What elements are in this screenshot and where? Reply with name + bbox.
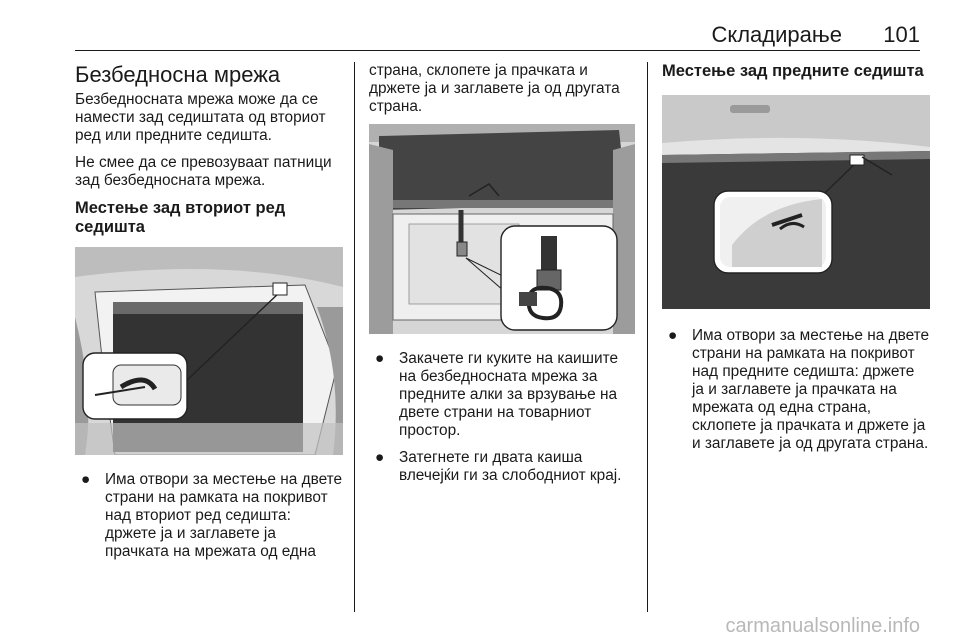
watermark: carmanualsonline.info xyxy=(725,615,920,637)
bullet-icon: ● xyxy=(668,327,678,344)
illustration-cargo-straps xyxy=(369,124,635,334)
continuation-paragraph: страна, склопете ја прачката и држете ја и заглавете ја од другата страна. xyxy=(369,62,620,115)
subheading-second-row: Местење зад вториот ред седишта xyxy=(75,199,286,236)
bullet-text: Има отвори за местење на двете страни на рамката на покривот над предните седишта: држете ја и заглавете ја прачката на мрежата од една страна, склопете ја прачката и држете ја и заглавете ја од другата страна. xyxy=(692,327,930,452)
bullet-text: Има отвори за местење на двете страни на рамката на покривот над вториот ред седишта: држете ја и заглавете ја прачката на мрежата од една xyxy=(105,471,343,560)
list-item xyxy=(662,327,930,453)
column-1 xyxy=(75,62,343,570)
bullet-list-second-row xyxy=(75,471,343,561)
bullet-icon: ● xyxy=(375,350,385,367)
illustration-second-row-mount xyxy=(75,247,343,455)
column-2 xyxy=(369,62,635,494)
column-3 xyxy=(662,62,930,462)
bullet-list-straps xyxy=(369,350,635,485)
bullet-icon: ● xyxy=(81,471,91,488)
bullet-text: Затегнете ги двата каиша влечејќи ги за слободниот крај. xyxy=(399,449,622,484)
warning-paragraph: Не смее да се превозуваат патници зад безбедносната мрежа. xyxy=(75,154,332,189)
bullet-icon: ● xyxy=(375,449,385,466)
page-number: 101 xyxy=(883,22,920,47)
list-item xyxy=(369,449,635,485)
list-item xyxy=(75,471,343,561)
page-header xyxy=(0,0,960,56)
subheading-front-seats: Местење зад предните седишта xyxy=(662,62,924,80)
bullet-text: Закачете ги куките на каишите на безбедносната мрежа за предните алки за врзување на двете страни на товарниот простор. xyxy=(399,350,619,439)
main-heading: Безбедносна мрежа xyxy=(75,62,281,87)
intro-paragraph: Безбедносната мрежа може да се намести зад седиштата од вториот ред или предните седишта. xyxy=(75,91,326,144)
illustration-front-seat-mount xyxy=(662,95,930,309)
list-item xyxy=(369,350,635,440)
section-title: Складирање xyxy=(711,22,842,47)
header-rule xyxy=(75,50,920,51)
bullet-list-front-seats xyxy=(662,327,930,453)
column-divider-2 xyxy=(647,62,648,612)
column-divider-1 xyxy=(354,62,355,612)
